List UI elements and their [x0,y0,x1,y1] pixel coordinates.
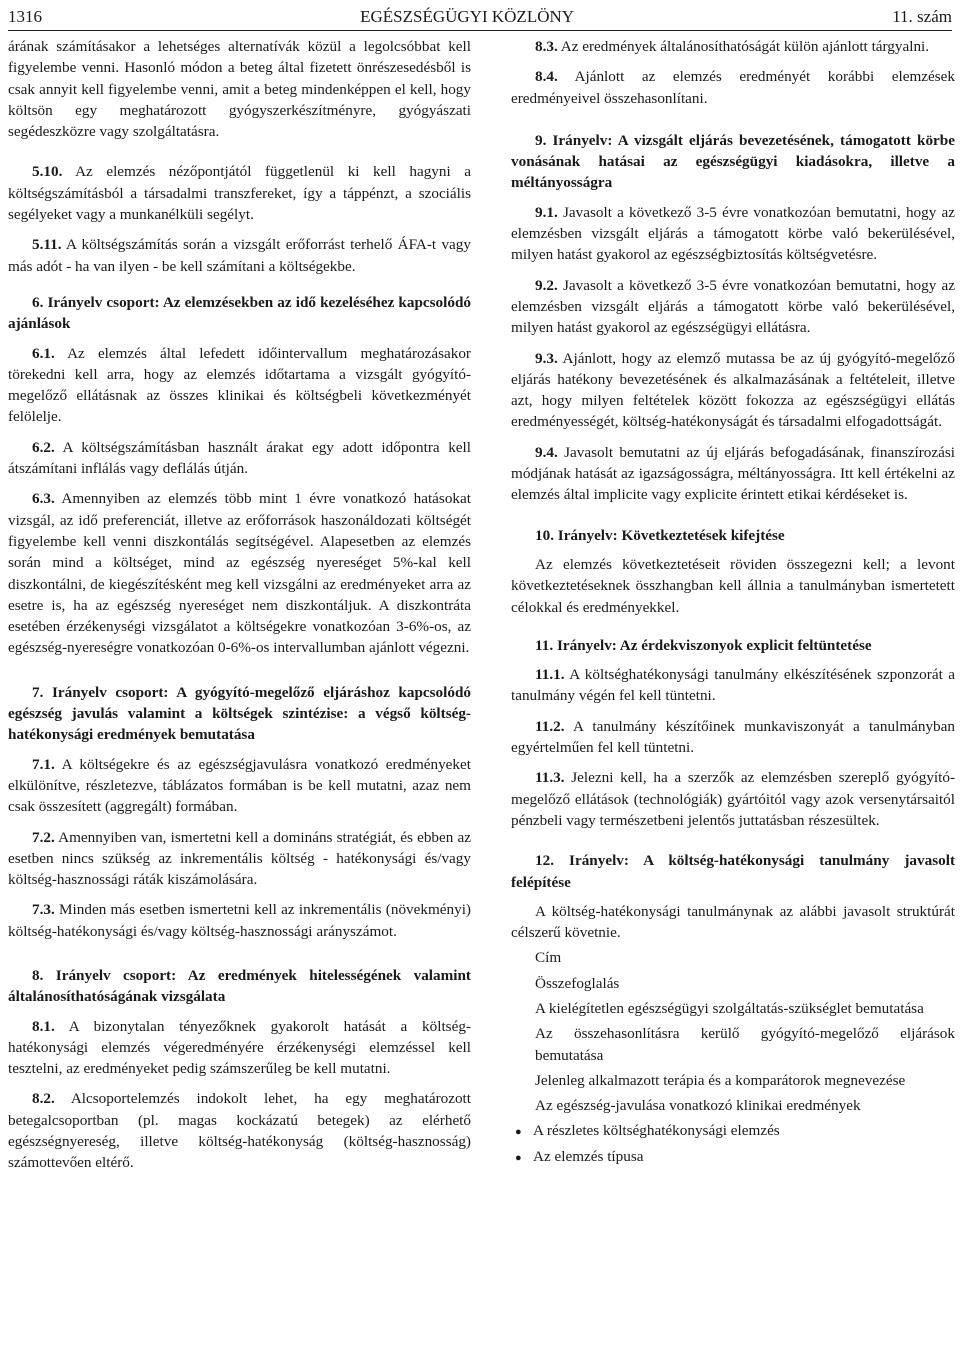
structure-list [511,947,955,1116]
section-number: 7.3. [32,901,55,919]
section-number: 11.1. [535,666,565,684]
bullet-text: A részletes költséghatékonysági elemzés [533,1122,780,1140]
paragraph-9-3 [511,348,955,433]
section-number: 6.3. [32,490,55,508]
page-header [8,4,952,31]
section-number: 7.2. [32,828,55,846]
paragraph-text: Javasolt bemutatni az új eljárás befogadásának, finanszírozási módjának hatását az igazságosságra, méltányosságra. Itt kell értékelni az elemzés által implicite vagy explicite érintett etikai kérdéseket is. [511,443,955,504]
structure-item: Cím [535,949,562,967]
paragraph-text: A költségszámítás során a vizsgált erőforrást terhelő ÁFA-t vagy más adót - ha van ilyen - be kell számítani a költségekbe. [8,236,471,275]
paragraph-6-2 [8,437,471,480]
heading-group-7: 7. Irányelv csoport: A gyógyító-megelőző eljáráshoz kapcsolódó egészség javulás valamint a költségek szintézise: a végső költség-hatékonysági eredmények bemutatása [8,683,471,744]
heading-guideline-12: 12. Irányelv: A költség-hatékonysági tanulmány javasolt felépítése [511,852,955,891]
paragraph-11-3 [511,767,955,831]
paragraph-text: A bizonytalan tényezőknek gyakorolt hatását a költség-hatékonysági elemzés végeredményére érzékenységi elemzéssel kell tesztelni, az eredményeket pedig számszerűleg be kell mutatni. [8,1017,471,1078]
paragraph-text: Jelezni kell, ha a szerzők az elemzésben szereplő gyógyító-megelőző ellátások (technológiák) gyártóitól vagy azok versenytársaitól pénzbeli vagy természetbeni jelentős juttatásban részesültek. [511,769,955,829]
paragraph-text: Javasolt a következő 3-5 évre vonatkozóan bemutatni, hogy az elemzésben vizsgált eljárás a támogatott körbe való bekerülésével, milyen hatást gyakorol az egészségügyi ellátásra. [511,276,956,337]
bullet-item [515,1146,955,1169]
paragraph-text: A költséghatékonysági tanulmány elkészítésének szponzorát a tanulmány végén fel kell tüntetni. [511,666,955,705]
paragraph-7-3 [8,899,471,942]
structure-item: Összefoglalás [535,974,620,992]
section-number: 9.2. [535,276,558,294]
structure-item: Az összehasonlításra kerülő gyógyító-megelőző eljárások bemutatása [535,1025,955,1064]
paragraph-7-2 [8,827,471,891]
paragraph-text: A tanulmány készítőinek munkaviszonyát a tanulmányban egyértelműen fel kell tüntetni. [511,717,955,757]
paragraph-9-2 [511,275,955,339]
journal-title: EGÉSZSÉGÜGYI KÖZLÖNY [360,7,575,26]
left-column [8,36,471,1183]
section-number: 6.2. [32,438,55,456]
paragraph-intro: árának számításakor a lehetséges alternatívák közül a legolcsóbbat kell figyelembe venni. Hasonló módon a beteg által fizetett önrészesedésből is csak annyit kell figyelembe venni, amit a beteg mindenképpen el kell, hogy költsön egy meghatározott gyógyszerkészítményre, gyógyászati segédeszközre vagy szolgáltatásra. [8,38,471,141]
structure-item: Jelenleg alkalmazott terápia és a komparátorok megnevezése [535,1071,906,1089]
heading-guideline-11: 11. Irányelv: Az érdekviszonyok explicit feltüntetése [535,636,872,654]
paragraph-5-11 [8,234,471,277]
structure-item: Az egészség-javulása vonatkozó klinikai eredmények [535,1097,861,1115]
structure-item: A kielégítetlen egészségügyi szolgáltatás-szükséglet bemutatása [535,999,924,1017]
heading-group-6: 6. Irányelv csoport: Az elemzésekben az idő kezeléséhez kapcsolódó ajánlások [8,293,471,333]
section-number: 8.4. [535,68,558,86]
bullet-list [511,1120,955,1169]
section-number: 9.1. [535,203,558,221]
right-column [511,36,955,1171]
paragraph-text: Alcsoportelemzés indokolt lehet, ha egy meghatározott betegalcsoportban (pl. magas kockázatú betegek) az elérhető egészségnyereség, illetve költség-hatékonyság (költség-hasznosság) számottevően eltérő. [8,1090,471,1172]
paragraph-6-1 [8,343,471,428]
section-number: 6.1. [32,344,55,362]
paragraph-9-4 [511,442,955,506]
paragraph-5-10 [8,161,471,225]
bullet-item [515,1120,955,1143]
paragraph-text: Ajánlott, hogy az elemző mutassa be az új gyógyító-megelőző eljárás hatékony bevezetésének és alkalmazásának a feltételeit, illetve azt, hogy milyen feltételek között fokozza az egészségügyi ellátás eredményességét, költség-hatékonyságát és társadalmi elfogadottságát. [511,349,955,431]
section-number: 8.2. [32,1090,55,1108]
paragraph-text: A költségekre és az egészségjavulásra vonatkozó eredményeket elkülönítve, részletezve, táblázatos formában is be kell mutatni, azaz nem csak összesített (aggregált) formában. [8,755,471,816]
heading-guideline-10: 10. Irányelv: Következtetések kifejtése [535,526,785,544]
paragraph-text: Az eredmények általánosíthatóságát külön ajánlott tárgyalni. [560,38,930,55]
paragraph-10: Az elemzés következtetéseit röviden összegezni kell; a levont következtetéseknek összhangban kell állnia a tanulmányban ismertetett célokkal és eredményekkel. [511,555,955,616]
section-number: 8.1. [32,1017,55,1035]
section-number: 5.10. [32,163,63,181]
section-number: 8.3. [535,38,558,55]
heading-guideline-9: 9. Irányelv: A vizsgált eljárás bevezetésének, támogatott körbe vonásának hatásai az egészségügyi kiadásokra, illetve a méltányosságra [511,131,955,192]
section-number: 7.1. [32,755,55,773]
page-number: 1316 [8,7,42,26]
paragraph-11-1 [511,664,955,707]
issue-number: 11. szám [892,7,952,26]
paragraph-6-3 [8,488,471,658]
section-number: 9.4. [535,443,558,461]
paragraph-text: Ajánlott az elemzés eredményét korábbi elemzések eredményeivel összehasonlítani. [511,68,955,107]
paragraph-text: A költségszámításban használt árakat egy adott időpontra kell átszámítani inflálás vagy deflálás útján. [8,438,471,478]
bullet-icon: ● [515,1151,522,1164]
paragraph-text: Amennyiben van, ismertetni kell a domináns stratégiát, és ebben az esetben nincs szükség az inkrementális költség - hatékonysági és/vagy költség-hasznossági ráták kiszámolására. [8,828,471,889]
section-number: 11.2. [535,717,565,735]
paragraph-8-3 [511,36,955,57]
heading-group-8: 8. Irányelv csoport: Az eredmények hitelességének valamint általánosíthatóságának vizsgálata [8,966,471,1006]
paragraph-text: Minden más esetben ismertetni kell az inkrementális (növekményi) költség-hatékonysági és/vagy költség-hasznossági arányszámot. [8,901,471,940]
paragraph-text: Az elemzés nézőpontjától függetlenül ki kell hagyni a költségszámításból a társadalmi transzfereket, így a táppénzt, a szociális segélyeket vagy a munkanélküli segélyt. [8,163,471,224]
section-number: 5.11. [32,236,62,254]
bullet-text: Az elemzés típusa [533,1147,644,1165]
paragraph-9-1 [511,202,955,266]
paragraph-text: Amennyiben az elemzés több mint 1 évre vonatkozó hatásokat vizsgál, az idő preferenciát, illetve az erőforrások haszonáldozati költségét figyelembe kell venni diszkontálás segítségével. Alapesetben az elemzés során mind a költséget, mind az egészség nyereséget 5%-kal kell diszkontálni, de kiegészítésként meg kell vizsgálni az eredményeket arra az esetre is, ha az egészség nyereséget nem diszkontáljuk. A diszkontráta esetében érzékenységi vizsgálatot a költségekre vonatkozóan 3-6%-os, az egészség-nyereségre vonatkozóan 0-6%-os intervallumban ajánlott végezni. [8,490,471,657]
paragraph-7-1 [8,754,471,818]
paragraph-11-2 [511,716,955,759]
paragraph-text: Javasolt a következő 3-5 évre vonatkozóan bemutatni, hogy az elemzésben vizsgált eljárás a támogatott körbe való bekerülésével, milyen hatást gyakorol az egészségbiztosítás költségvetésre. [511,203,956,264]
paragraph-8-2 [8,1088,471,1173]
bullet-icon: ● [515,1126,522,1139]
section-number: 11.3. [535,769,565,787]
paragraph-8-1 [8,1016,471,1080]
section-number: 9.3. [535,349,558,367]
paragraph-text: Az elemzés által lefedett időintervallum meghatározásakor törekedni kell arra, hogy az elemzés időtartama a vizsgált gyógyító-megelőző ellátásnak az összes klinikai és költségbeli következményét felölelje. [8,344,471,426]
paragraph-12: A költség-hatékonysági tanulmánynak az alábbi javasolt struktúrát célszerű követnie. [511,902,955,942]
paragraph-8-4 [511,66,955,109]
